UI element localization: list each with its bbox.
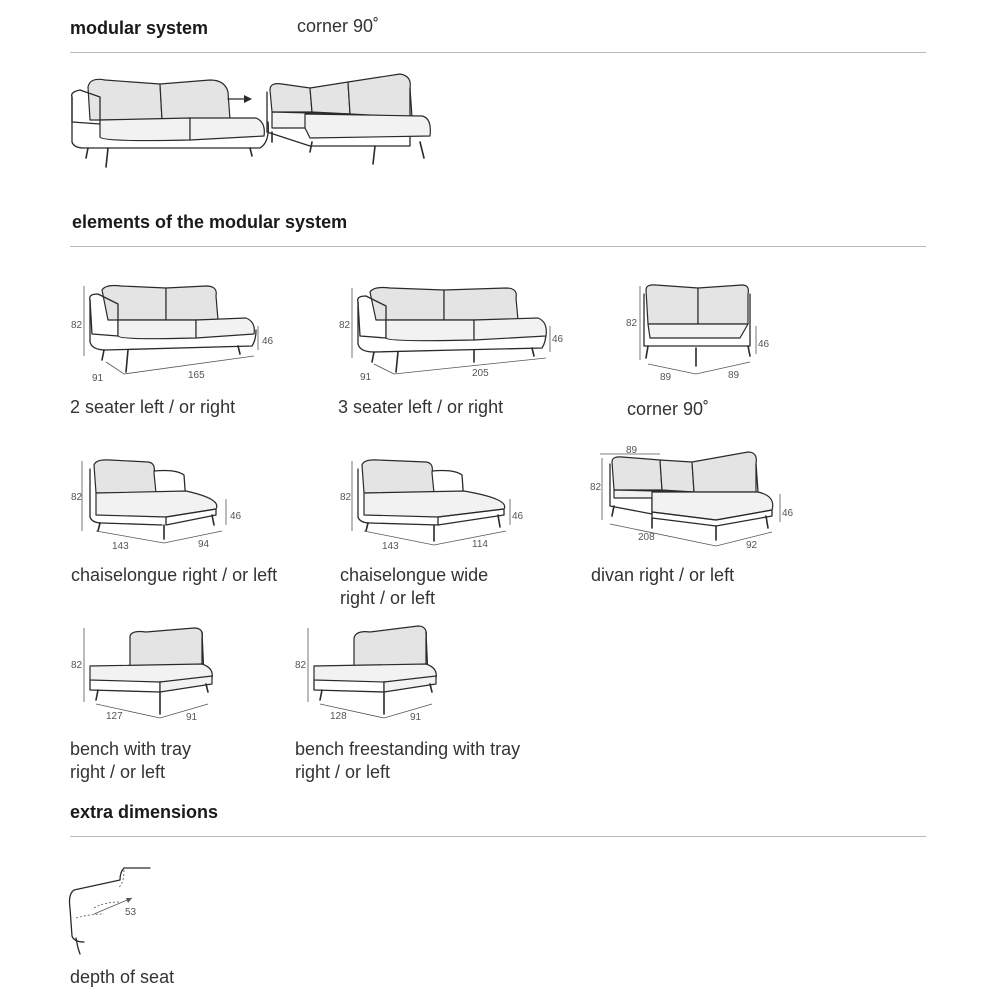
dim-label: 82 (295, 660, 307, 671)
section-subtitle-corner: corner 90˚ (297, 16, 380, 36)
dim-label: 46 (262, 336, 274, 347)
caption-corner-90: corner 90˚ (627, 399, 710, 419)
dim-label: 165 (188, 370, 205, 381)
diagram-2-seater (66, 280, 286, 385)
dim-label: 143 (112, 541, 129, 552)
divider-modular-system (70, 52, 926, 53)
dim-label: 46 (758, 339, 770, 350)
section-title-extra-dimensions: extra dimensions (70, 802, 219, 822)
caption-2-seater: 2 seater left / or right (70, 397, 236, 417)
diagram-corner-90 (620, 280, 780, 385)
dim-label: 205 (472, 368, 489, 379)
caption-depth-of-seat: depth of seat (70, 967, 175, 987)
dim-label: 143 (382, 541, 399, 552)
dim-label: 82 (71, 660, 83, 671)
section-title-elements: elements of the modular system (72, 212, 348, 232)
dim-label: 91 (92, 373, 104, 384)
dim-label: 89 (660, 372, 672, 383)
caption-chaiselongue: chaiselongue right / or left (71, 565, 278, 585)
dim-label: 53 (125, 907, 137, 918)
dim-label: 114 (472, 539, 488, 550)
divider-extra (70, 836, 926, 837)
dim-label: 82 (340, 492, 352, 503)
section-title-modular-system: modular system (70, 18, 209, 38)
dim-label: 82 (71, 320, 83, 331)
diagram-chaiselongue (66, 455, 256, 555)
divider-elements (70, 246, 926, 247)
diagram-divan (586, 440, 800, 555)
caption-bench-freestanding: bench freestanding with tray right / or left (295, 739, 521, 782)
dim-label: 94 (198, 539, 210, 550)
dim-label: 89 (626, 445, 638, 456)
dim-label: 91 (410, 712, 422, 723)
diagram-bench-with-tray (66, 622, 226, 727)
dim-label: 46 (512, 511, 524, 522)
dim-label: 82 (339, 320, 351, 331)
dim-label: 208 (638, 532, 655, 543)
dim-label: 82 (71, 492, 83, 503)
dim-label: 46 (230, 511, 242, 522)
dim-label: 46 (552, 334, 564, 345)
dim-label: 82 (590, 482, 602, 493)
dim-label: 89 (728, 370, 740, 381)
dim-label: 46 (782, 508, 794, 519)
diagram-bench-freestanding (290, 622, 450, 727)
diagram-depth-of-seat (64, 858, 164, 958)
diagram-3-seater (334, 280, 574, 385)
dim-label: 82 (626, 318, 638, 329)
modular-system-illustration (60, 62, 460, 182)
dim-label: 91 (186, 712, 198, 723)
diagram-chaiselongue-wide (334, 455, 534, 555)
caption-divan: divan right / or left (591, 565, 735, 585)
dim-label: 92 (746, 540, 758, 551)
dim-label: 128 (330, 711, 347, 722)
caption-bench-with-tray: bench with tray right / or left (70, 739, 192, 782)
dim-label: 91 (360, 372, 372, 383)
caption-3-seater: 3 seater left / or right (338, 397, 504, 417)
caption-chaiselongue-wide: chaiselongue wide right / or left (340, 565, 489, 608)
dim-label: 127 (106, 711, 123, 722)
